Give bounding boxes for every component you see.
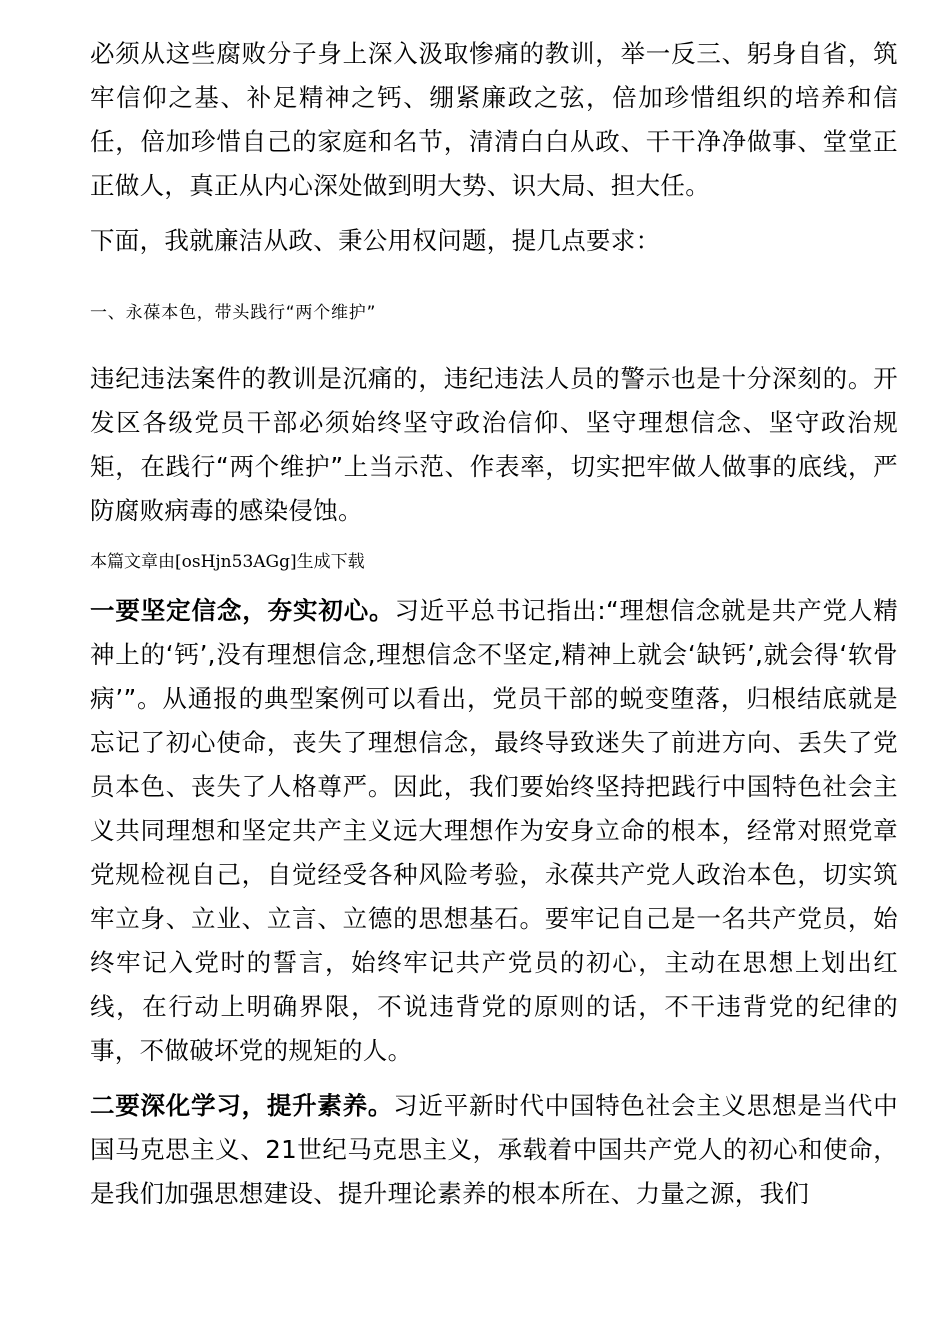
paragraph-body: 习近平新时代中国特色社会主义思想是当代中国马克思主义、21世纪马克思主义，承载着中国共产党人的初心和使命，是我们加强思想建设、提升理论素养的根本所在、力量之源，我们 xyxy=(90,1091,898,1208)
body-paragraph: 违纪违法案件的教训是沉痛的，违纪违法人员的警示也是十分深刻的。开发区各级党员干部必须始终坚守政治信仰、坚守理想信念、坚守政治规矩，在践行“两个维护”上当示范、作表率，切实把牢做人做事的底线，严防腐败病毒的感染侵蚀。 xyxy=(90,364,898,525)
body-paragraph xyxy=(90,1084,898,1216)
body-paragraph: 必须从这些腐败分子身上深入汲取惨痛的教训，举一反三、躬身自省，筑牢信仰之基、补足精神之钙、绷紧廉政之弦，倍加珍惜组织的培养和信任，倍加珍惜自己的家庭和名节，清清白白从政、干干净净做事、堂堂正正做人，真正从内心深处做到明大势、识大局、担大任。 xyxy=(90,39,898,200)
source-note: 本篇文章由[osHjn53AGg]生成下载 xyxy=(90,552,365,572)
paragraph-body: 习近平总书记指出:“理想信念就是共产党人精神上的‘钙’,没有理想信念,理想信念不坚定,精神上就会‘缺钙’,就会得‘软骨病’”。从通报的典型案例可以看出，党员干部的蜕变堕落，归根结底就是忘记了初心使命，丧失了理想信念，最终导致迷失了前进方向、丢失了党员本色、丧失了人格尊严。因此，我们要始终坚持把践行中国特色社会主义共同理想和坚定共产主义远大理想作为安身立命的根本，经常对照党章党规检视自己，自觉经受各种风险考验，永葆共产党人政治本色，切实筑牢立身、立业、立言、立德的思想基石。要牢记自己是一名共产党员，始终牢记入党时的誓言，始终牢记共产党员的初心，主动在思想上划出红线，在行动上明确界限，不说违背党的原则的话，不干违背党的纪律的事，不做破坏党的规矩的人。 xyxy=(90,596,898,1065)
body-paragraph xyxy=(90,589,898,1073)
paragraph-lead: 一要坚定信念，夯实初心。 xyxy=(90,596,395,625)
document-page xyxy=(90,32,898,1216)
paragraph-lead: 二要深化学习，提升素养。 xyxy=(90,1091,394,1120)
section-heading: 一、永葆本色，带头践行“两个维护” xyxy=(90,303,377,323)
body-paragraph: 下面，我就廉洁从政、秉公用权问题，提几点要求： xyxy=(90,226,661,255)
